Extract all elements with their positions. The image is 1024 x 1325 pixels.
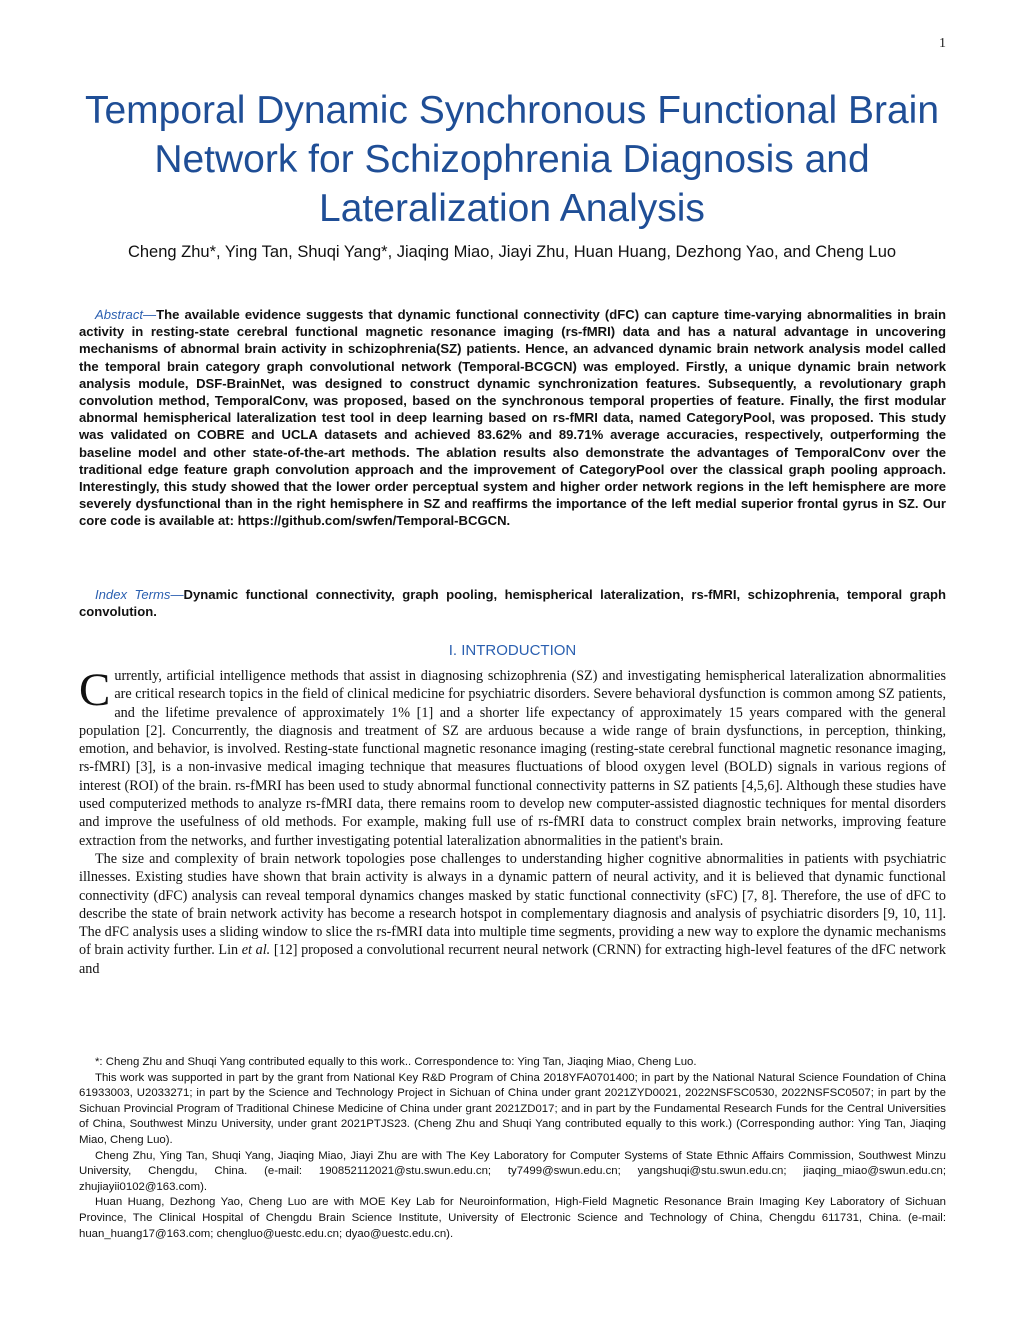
introduction-paragraph-2 bbox=[79, 850, 946, 978]
introduction-body bbox=[79, 664, 946, 978]
paragraph-1-text: urrently, artificial intelligence methods that assist in diagnosing schizophrenia (SZ) and investigating hemispherical lateralization abnormalities are critical research topics in the field of clinical medicine for psychiatric disorders. Severe behavioral dysfunction is common among SZ patients, and the lifetime prevalence of approximately 1% [1] and a shorter life expectancy of approximately 15 years compared with the general population [2]. Concurrently, the diagnosis and treatment of SZ are arduous because a wide range of brain dysfunctions, in perception, thinking, emotion, and behavior, is involved. Resting-state functional magnetic resonance imaging (resting-state cerebral functional magnetic resonance imaging, rs-fMRI) [3], is a non-invasive medical imaging technique that measures fluctuations of blood oxygen level (BOLD) signals in various regions of interest (ROI) of the brain. rs-fMRI has been used to study abnormal functional connectivity patterns in SZ patients [4,5,6]. Although these studies have used computerized methods to analyze rs-fMRI data, there remains room to develop new computer-assisted diagnostic techniques for mental disorders and improve the usefulness of old methods. For example, making full use of rs-fMRI data to construct complex brain networks, improving feature extraction from the networks, and further investigating potential lateralization abnormalities in the patient's brain. bbox=[79, 668, 946, 849]
page-number: 1 bbox=[939, 36, 946, 51]
index-terms bbox=[79, 586, 946, 620]
index-terms-label: Index Terms— bbox=[95, 587, 184, 602]
paragraph-2-text-end: [12] proposed a convolutional recurrent neural network (CRNN) for extracting high-level features of the dFC network and bbox=[79, 942, 946, 977]
footnote-funding: This work was supported in part by the grant from National Key R&D Program of China 2018YFA0701400; in part by the National Natural Science Foundation of China 61933003, U2033271; in part by the Science and Technology Project in Sichuan of China under grant 2021ZYD0021, 2022NSFSC0530, 2022NSFSC0507; in part by the Sichuan Provincial Program of Traditional Chinese Medicine of China under grant 2021ZD017; and in part by the Fundamental Research Funds for the Central Universities of China, Southwest Minzu University, under grant 2021PTJS23. (Cheng Zhu and Shuqi Yang contributed equally to this work.) (Corresponding author: Ying Tan, Jiaqing Miao, Cheng Luo). bbox=[79, 1071, 946, 1146]
footnote-affiliation-swun: Cheng Zhu, Ying Tan, Shuqi Yang, Jiaqing Miao, Jiayi Zhu are with The Key Laboratory for Computer Systems of State Ethnic Affairs Commission, Southwest Minzu University, Chengdu, China. (e-mail: 190852112021@stu.swun.edu.cn; ty7499@swun.edu.cn; yangshuqi@stu.swun.edu.cn; jiaqing_miao@swun.edu.cn; zhujiayii0102@163.com). bbox=[79, 1149, 946, 1193]
paper-title: Temporal Dynamic Synchronous Functional Brain Network for Schizophrenia Diagnosis and Lateralization Analysis bbox=[84, 89, 940, 230]
index-terms-text: Dynamic functional connectivity, graph pooling, hemispherical lateralization, rs-fMRI, schizophrenia, temporal graph convolution. bbox=[79, 587, 946, 620]
abstract bbox=[79, 306, 946, 530]
section-heading-introduction: I. INTRODUCTION bbox=[448, 642, 577, 659]
drop-cap: C bbox=[79, 664, 111, 716]
introduction-paragraph-1 bbox=[79, 664, 946, 850]
author-list: Cheng Zhu*, Ying Tan, Shuqi Yang*, Jiaqing Miao, Jiayi Zhu, Huan Huang, Dezhong Yao, and Cheng Luo bbox=[127, 243, 897, 261]
paragraph-2-italic: et al. bbox=[241, 942, 271, 959]
abstract-text: The available evidence suggests that dynamic functional connectivity (dFC) can capture time-varying abnormalities in brain activity in resting-state cerebral functional magnetic resonance imaging (rs-fMRI) data and has a natural advantage in uncovering mechanisms of abnormal brain activity in schizophrenia(SZ) patients. Hence, an advanced dynamic brain network analysis model called the temporal brain category graph convolutional network (Temporal-BCGCN) was employed. Firstly, a unique dynamic brain network analysis module, DSF-BrainNet, was designed to construct dynamic synchronization features. Subsequently, a revolutionary graph convolution method, TemporalConv, was proposed, based on the synchronous temporal properties of feature. Finally, the first modular abnormal hemispherical lateralization test tool in deep learning based on rs-fMRI data, named CategoryPool, was proposed. This study was validated on COBRE and UCLA datasets and achieved 83.62% and 89.71% average accuracies, respectively, outperforming the baseline model and other state-of-the-art methods. The ablation results also demonstrate the advantages of TemporalConv over the traditional edge feature graph convolution approach and the improvement of CategoryPool over the classical graph pooling approach. Interestingly, this study showed that the lower order perceptual system and higher order network regions in the left hemisphere are more severely dysfunctional than in the right hemisphere in SZ and reaffirms the importance of the left medial superior frontal gyrus in SZ. Our core code is available at: https://github.com/swfen/Temporal-BCGCN. bbox=[79, 307, 946, 529]
paragraph-2-text-start: The size and complexity of brain network topologies pose challenges to understanding higher cognitive abnormalities in patients with psychiatric illnesses. Existing studies have shown that brain activity is always in a dynamic pattern of neural activity, and it is believed that dynamic functional connectivity (dFC) analysis can reveal temporal dynamics changes masked by static functional connectivity (sFC) [7, 8]. Therefore, the use of dFC to describe the state of brain network activity has become a research hotspot in complementary diagnosis and analysis of psychiatric disorders [9, 10, 11]. The dFC analysis uses a sliding window to slice the rs-fMRI data into multiple time segments, providing a new way to explore the dynamic mechanisms of brain activity further. Lin bbox=[79, 850, 946, 959]
footnotes bbox=[79, 1055, 946, 1242]
footnote-equal-contribution: *: Cheng Zhu and Shuqi Yang contributed equally to this work.. Correspondence to: Ying Tan, Jiaqing Miao, Cheng Luo. bbox=[95, 1056, 697, 1068]
footnote-affiliation-uestc: Huan Huang, Dezhong Yao, Cheng Luo are with MOE Key Lab for Neuroinformation, High-Field Magnetic Resonance Brain Imaging Key Laboratory of Sichuan Province, The Clinical Hospital of Chengdu Brain Science Institute, University of Electronic Science and Technology of China, Chengdu 611731, China. (e-mail: huan_huang17@163.com; chengluo@uestc.edu.cn; dyao@uestc.edu.cn). bbox=[79, 1196, 946, 1240]
abstract-label: Abstract— bbox=[95, 307, 157, 322]
